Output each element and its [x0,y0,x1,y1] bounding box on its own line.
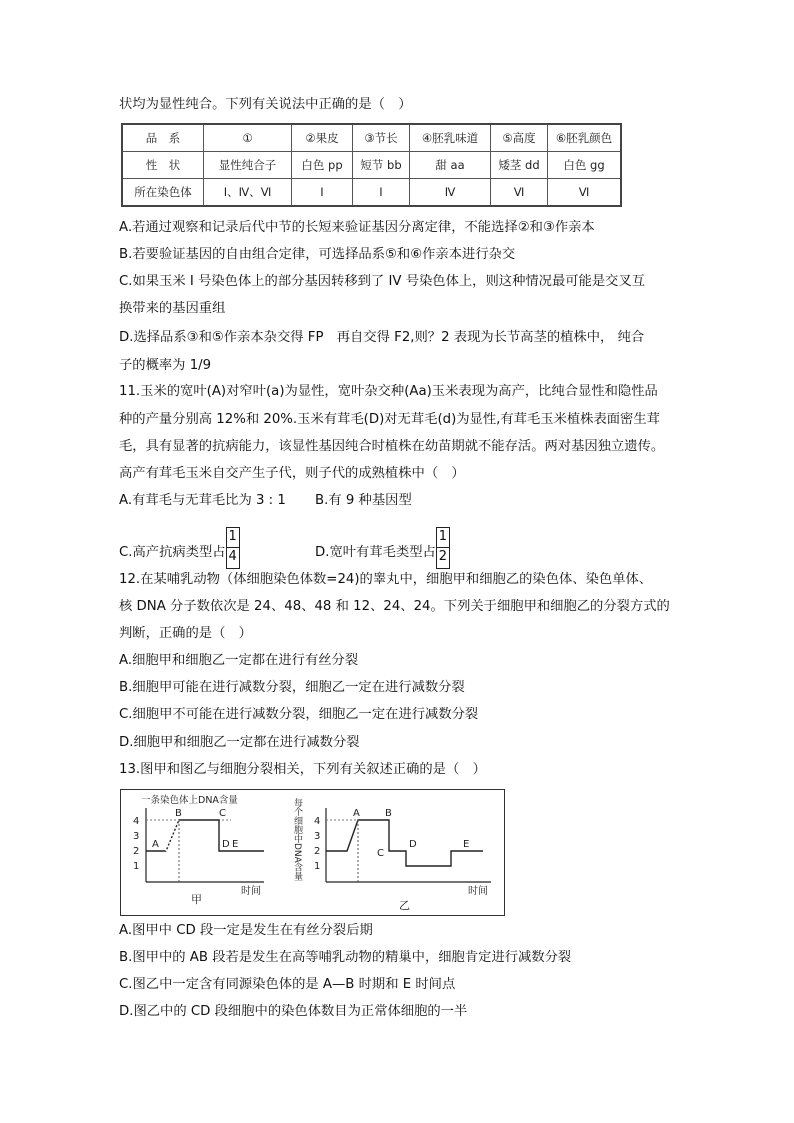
yi-point-a: A [353,808,360,819]
table-cell: ⑤高度 [491,124,548,152]
q12-stem-line2: 核 DNA 分子数依次是 24、48、48 和 12、24、24。下列关于细胞甲和细胞乙的分裂方式的 [119,599,670,614]
q10-option-c-line2: 换带来的基因重组 [119,301,226,316]
fraction-numerator: 1 [437,528,449,548]
table-cell: 白色 pp [292,152,353,179]
q10-option-a: A.若通过观察和记录后代中节的长短来验证基因分离定律，不能选择②和③作亲本 [119,220,595,235]
q11-option-c-label: C.高产抗病类型占 [119,545,226,560]
yi-point-d: D [409,839,417,850]
yi-tick: 4 [314,816,321,827]
table-cell: Ⅳ [410,178,491,206]
cell-division-figure [120,789,505,916]
yi-tick: 3 [314,831,321,842]
q11-option-d [315,531,450,573]
q11-stem-line3: 毛，具有显著的抗病能力，该显性基因纯合时植株在幼苗期就不能存活。两对基因独立遗传。 [119,439,665,454]
yi-y-label: 每个细胞中DNA含量 [292,798,302,881]
yi-point-e: E [463,839,470,850]
jia-y-label: 一条染色体上DNA含量 [141,795,238,806]
table-cell: Ⅵ [548,178,622,206]
q12-stem-line1: 12.在某哺乳动物（体细胞染色体数=24)的睾丸中，细胞甲和细胞乙的染色体、染色单体、 [119,572,653,587]
q12-option-d: D.细胞甲和细胞乙一定都在进行减数分裂 [119,735,360,750]
jia-tick: 2 [133,846,140,857]
table-cell: Ⅰ [292,178,353,206]
q12-option-b: B.细胞甲可能在进行减数分裂，细胞乙一定在进行减数分裂 [119,680,465,695]
q13-option-c: C.图乙中一定含有同源染色体的是 A—B 时期和 E 时间点 [119,977,456,992]
q13-option-d: D.图乙中的 CD 段细胞中的染色体数目为正常体细胞的一半 [119,1004,468,1019]
yi-point-c: C [377,848,384,859]
q13-option-b: B.图甲中的 AB 段若是发生在高等哺乳动物的精巢中，细胞肯定进行减数分裂 [119,950,572,965]
yi-tick: 1 [314,861,321,872]
cell-division-graphs [121,790,504,915]
q11-option-b: B.有 9 种基因型 [315,493,412,508]
table-cell: 显性纯合子 [204,152,292,179]
yi-curve [326,820,483,866]
table-cell: ②果皮 [292,124,353,152]
table-cell: 所在染色体 [122,178,204,206]
table-cell: Ⅰ [353,178,410,206]
table-cell: ⑥胚乳颜色 [548,124,622,152]
jia-point-c: C [219,808,226,819]
jia-tick: 1 [133,861,140,872]
table-cell: 短节 bb [353,152,410,179]
jia-dash-overlay [166,820,179,851]
q10-option-d-line2: 子的概率为 1/9 [119,358,212,373]
jia-curve [146,820,264,851]
q12-option-c: C.细胞甲不可能在进行减数分裂，细胞乙一定在进行减数分裂 [119,707,479,722]
q10-option-d-line1: D.选择品系③和⑤作亲本杂交得 FP 再自交得 F2,则？2 表现为长节高茎的植株中， 纯合 [119,330,645,345]
table-row [122,152,621,179]
table-cell: ③节长 [353,124,410,152]
fraction-denominator: 4 [228,549,237,564]
jia-tick: 3 [133,831,140,842]
yi-point-b: B [385,808,392,819]
table-cell: 甜 aa [410,152,491,179]
q11-option-a: A.有茸毛与无茸毛比为 3 : 1 [119,493,286,508]
jia-caption: 甲 [191,893,202,906]
jia-point-a: A [152,839,159,850]
q10-option-c-line1: C.如果玉米 I 号染色体上的部分基因转移到了 IV 号染色体上，则这种情况最可能是交叉互 [119,274,646,289]
q12-stem-line3: 判断，正确的是（ ） [119,626,252,641]
table-cell: Ⅵ [491,178,548,206]
yi-x-label: 时间 [468,886,488,897]
jia-point-d: D [222,839,230,850]
graph-jia [133,794,264,906]
q13-option-a: A.图甲中 CD 段一定是发生在有丝分裂后期 [119,923,373,938]
yi-caption: 乙 [399,899,410,912]
fraction-box [226,527,240,569]
table-cell: ① [204,124,292,152]
fraction-numerator: 1 [227,528,239,548]
q11-stem-line2: 种的产量分别高 12%和 20%.玉米有茸毛(D)对无茸毛(d)为显性,有茸毛玉米植株表面密生茸 [119,412,660,427]
jia-point-e: E [232,839,239,850]
table-cell: 品 系 [122,124,204,152]
table-row [122,178,621,206]
q13-stem: 13.图甲和图乙与细胞分裂相关，下列有关叙述正确的是（ ） [119,762,486,777]
fraction-denominator: 2 [438,549,447,564]
q10-option-b: B.若要验证基因的自由组合定律，可选择品系⑤和⑥作亲本进行杂交 [119,247,516,262]
q11-option-d-label: D.宽叶有茸毛类型占 [315,545,436,560]
jia-point-b: B [175,808,182,819]
q11-option-c [119,531,240,573]
table-cell: Ⅰ、Ⅳ、Ⅵ [204,178,292,206]
table-cell: 性 状 [122,152,204,179]
q11-stem-line4: 高产有茸毛玉米自交产生子代，则子代的成熟植株中（ ） [119,466,465,481]
strain-table [121,123,622,207]
table-cell: 白色 gg [548,152,622,179]
table-row [122,124,621,152]
table-cell: ④胚乳味道 [410,124,491,152]
q11-stem-line1: 11.玉米的宽叶(A)对窄叶(a)为显性，宽叶杂交种(Aa)玉米表现为高产，比纯合显性和隐性品 [119,384,658,399]
yi-tick: 2 [314,846,321,857]
fraction-box [436,527,450,569]
jia-tick: 4 [133,816,140,827]
q12-option-a: A.细胞甲和细胞乙一定都在进行有丝分裂 [119,653,359,668]
graph-yi [292,797,491,912]
question-10-stem-tail: 状均为显性纯合。下列有关说法中正确的是（ ） [119,97,412,112]
jia-x-label: 时间 [241,886,261,897]
table-cell: 矮茎 dd [491,152,548,179]
